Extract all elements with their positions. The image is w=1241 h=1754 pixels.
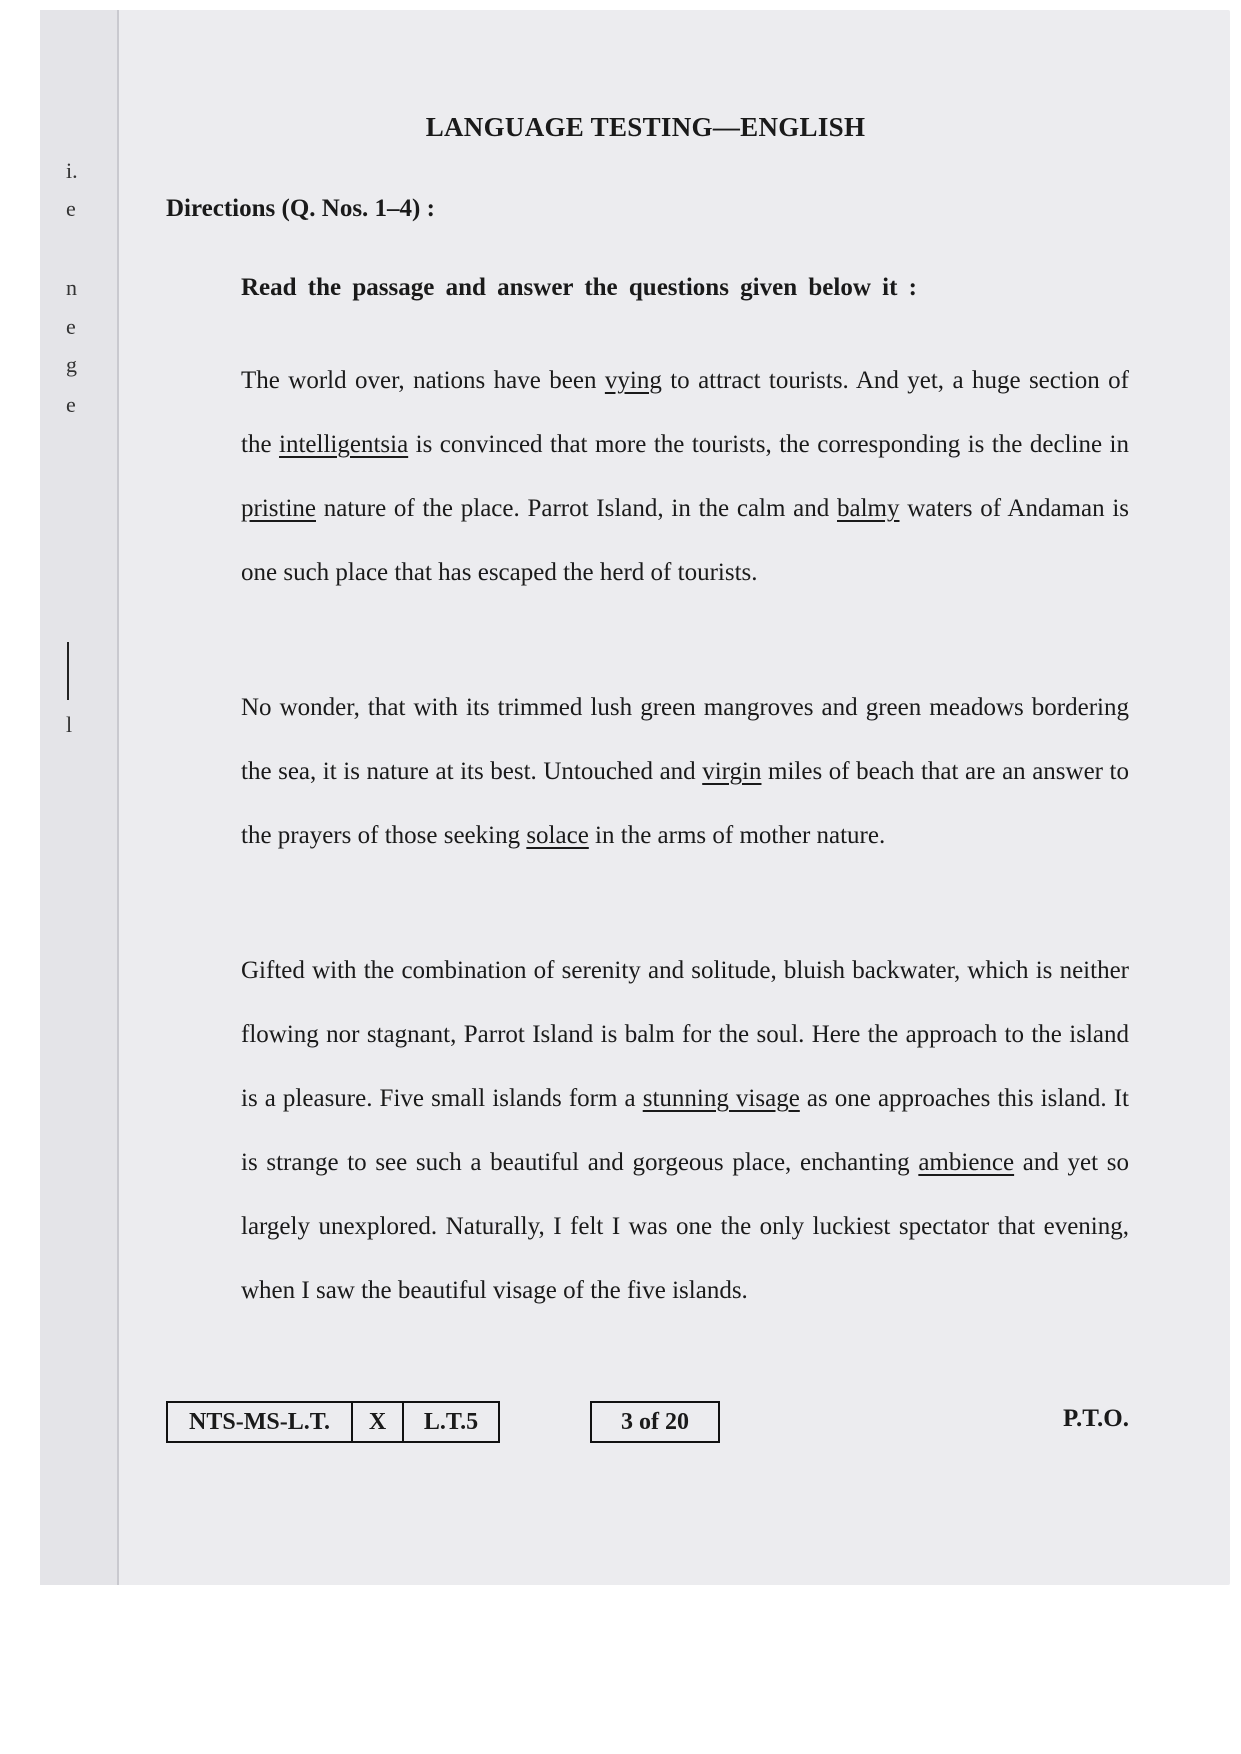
passage-text: is convinced that more the tourists, the corresponding is the decline in <box>408 431 1129 458</box>
page-footer <box>166 1401 1129 1441</box>
paper-code-subject: L.T.5 <box>402 1403 498 1441</box>
passage-paragraph-2 <box>241 676 1129 868</box>
paragraph-text <box>241 676 1129 868</box>
margin-fragment: n <box>66 275 77 300</box>
please-turn-over: P.T.O. <box>1063 1405 1129 1432</box>
instruction-text: Read the passage and answer the questions given below it : <box>241 274 917 301</box>
underlined-word: ambience <box>918 1149 1015 1176</box>
page-title: LANGUAGE TESTING—ENGLISH <box>425 112 866 142</box>
underlined-word: balmy <box>837 495 900 522</box>
passage-text: nature of the place. Parrot Island, in the calm and <box>316 495 837 522</box>
passage-paragraph-3 <box>241 939 1129 1323</box>
underlined-word: stunning visage <box>642 1085 800 1112</box>
passage-text: waters of Andaman is one such place that has escaped the herd of tourists. <box>241 495 1129 586</box>
underlined-word: pristine <box>241 495 316 522</box>
directions-heading: Directions (Q. Nos. 1–4) : <box>166 195 435 222</box>
paragraph-text <box>241 939 1129 1323</box>
paper-code-set: X <box>351 1403 402 1441</box>
underlined-word: virgin <box>702 758 762 785</box>
passage-text: The world over, nations have been <box>241 367 605 394</box>
passage-paragraph-1 <box>241 349 1129 605</box>
passage-text: miles of beach that are an answer to the prayers of those seeking <box>241 758 1130 849</box>
paragraph-text <box>241 349 1129 605</box>
passage-text: in the arms of mother nature. <box>588 822 886 849</box>
margin-fragment: e <box>66 196 76 221</box>
page-number-box: 3 of 20 <box>590 1401 720 1443</box>
margin-fragment: g <box>66 352 77 377</box>
passage-text: Gifted with the combination of serenity and solitude, bluish backwater, which is neither flowing nor stagnant, Parrot Island is balm for the soul. Here the approach to the island is a pleasure. Five small islands form a <box>241 957 1129 1112</box>
passage-text: No wonder, that with its trimmed lush green mangroves and green meadows bordering the sea, it is nature at its best. Untouched and <box>241 694 1129 785</box>
margin-bracket-mark <box>67 642 69 700</box>
margin-fragment: e <box>66 314 76 339</box>
paper-code-box <box>166 1401 500 1443</box>
passage-text: and yet so largely unexplored. Naturally, I felt I was one the only luckiest spectator that evening, when I saw the beautiful visage of the five islands. <box>241 1149 1129 1304</box>
margin-fragment: l <box>66 712 73 737</box>
margin-fragment: i. <box>66 158 78 183</box>
passage-text: to attract tourists. And yet, a huge section of the <box>241 367 1129 458</box>
underlined-word: intelligentsia <box>279 431 409 458</box>
paper-code-series: NTS-MS-L.T. <box>189 1408 330 1435</box>
margin-fragment: e <box>66 392 76 417</box>
underlined-word: vying <box>604 367 662 394</box>
passage-text: as one approaches this island. It is strange to see such a beautiful and gorgeous place, enchanting <box>241 1085 1130 1176</box>
underlined-word: solace <box>526 822 589 849</box>
adjacent-page-margin <box>40 10 117 1585</box>
page-fold-line <box>117 10 119 1585</box>
